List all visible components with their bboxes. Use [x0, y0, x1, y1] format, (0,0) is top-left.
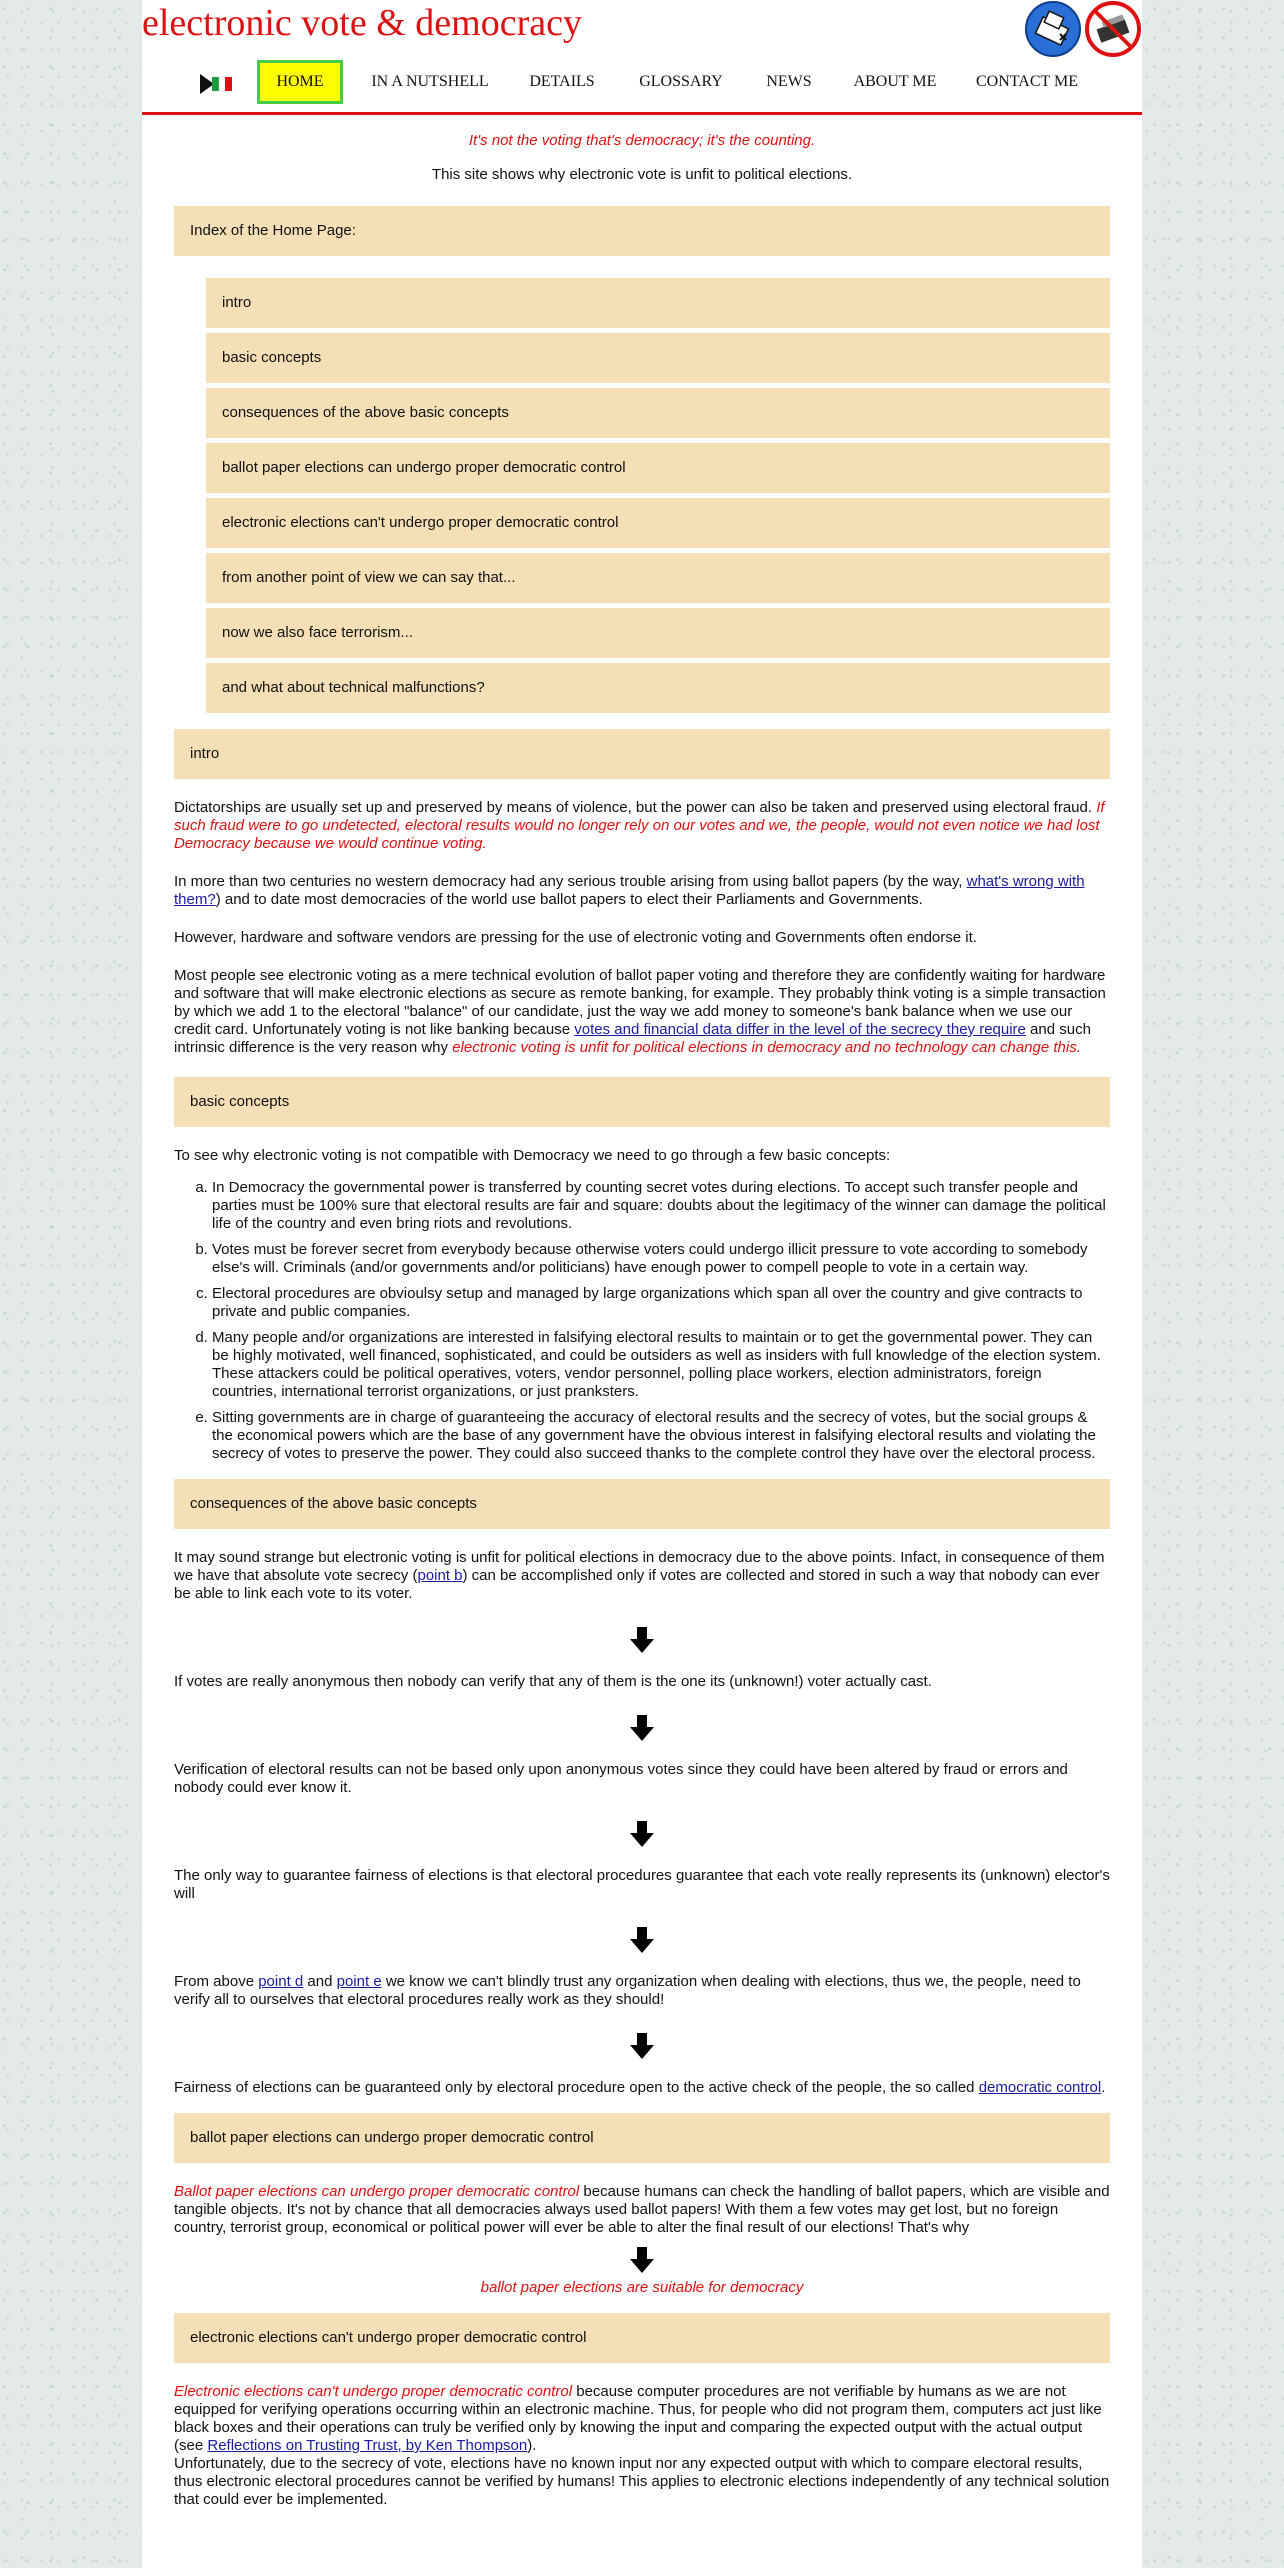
nav-contact-me[interactable]: CONTACT ME [976, 73, 1078, 90]
site-purpose: This site shows why electronic vote is unfit to political elections. [431, 166, 853, 183]
electronic-paragraph-1: Electronic elections can't undergo proper democratic control because computer procedures are not verifiable by humans as we are not equipped for verifying operations occurring within an electronic machine. Thus, for people who did not program them, computers act just like black boxes and their operations can truly be verified only by knowing the input and comparing the expected output with the actual output (see Reflections on Trusting Trust, by Ken Thompson). [174, 2383, 1102, 2454]
link-reflections-on-trusting-trust[interactable]: Reflections on Trusting Trust, by Ken Thompson [207, 2437, 528, 2454]
no-voting-machine-icon[interactable] [1084, 0, 1142, 58]
concept-c: c. Electoral procedures are obvioulsy setup and managed by large organizations which span all over the country and give contracts to private and public companies. [212, 1285, 1110, 1321]
consequence-step-2: If votes are really anonymous then nobody can verify that any of them is the one its (unknown!) voter actually cast. [174, 1673, 932, 1690]
index-item-another-point-of-view[interactable]: from another point of view we can say that... [206, 553, 1110, 603]
nav-in-a-nutshell[interactable]: IN A NUTSHELL [371, 73, 489, 90]
intro-paragraph-4: Most people see electronic voting as a mere technical evolution of ballot paper voting and therefore they are confidently waiting for hardware and software that will make electronic elections as secure as remote banking, for example. They probably think voting is a simple transaction by which we add 1 to the electoral "balance" of our candidate, just the way we add money to someone's bank balance when we use our credit card. Unfortunately voting is not like banking because votes and financial data differ in the level of the secrecy they require and such intrinsic difference is the very reason why electronic voting is unfit for political elections in democracy and no technology can change this. [174, 967, 1106, 1056]
link-point-e[interactable]: point e [336, 1973, 382, 1990]
nav-about-me[interactable]: ABOUT ME [853, 73, 937, 90]
index-list [206, 278, 1110, 713]
ballot-box-icon[interactable] [1024, 0, 1082, 58]
consequence-step-5: From above point d and point e we know we can't blindly trust any organization when dealing with elections, thus we, the people, need to verify all to ourselves that electoral procedures really work as they should! [174, 1973, 1081, 2008]
ballot-conclusion: ballot paper elections are suitable for democracy [480, 2279, 804, 2296]
page [142, 0, 1142, 2568]
intro-paragraph-3: However, hardware and software vendors are pressing for the use of electronic voting and Governments often endorse it. [174, 929, 977, 946]
index-item-ballot-paper[interactable]: ballot paper elections can undergo proper democratic control [206, 443, 1110, 493]
down-arrow-icon [174, 1627, 1110, 1653]
section-title-intro: intro [174, 729, 1110, 779]
link-point-d[interactable]: point d [258, 1973, 304, 1990]
nav-news[interactable]: NEWS [766, 73, 812, 90]
link-whats-wrong[interactable]: what's wrong with them? [174, 873, 1085, 908]
section-title-ballot-paper: ballot paper elections can undergo proper democratic control [174, 2113, 1110, 2163]
index-title: Index of the Home Page: [174, 206, 1110, 256]
section-title-electronic: electronic elections can't undergo proper democratic control [174, 2313, 1110, 2363]
consequence-step-6: Fairness of elections can be guaranteed only by electoral procedure open to the active check of the people, the so called democratic control. [174, 2079, 1106, 2096]
intro-paragraph-1: Dictatorships are usually set up and preserved by means of violence, but the power can also be taken and preserved using electoral fraud. If such fraud were to go undetected, electoral results would no longer rely on our votes and we, the people, would not even notice we had lost Democracy because we would continue voting. [174, 799, 1105, 852]
consequence-step-3: Verification of electoral results can not be based only upon anonymous votes since they could have been altered by fraud or errors and nobody could ever know it. [174, 1761, 1068, 1796]
index-item-basic-concepts[interactable]: basic concepts [206, 333, 1110, 383]
electronic-paragraph-2: Unfortunately, due to the secrecy of vote, elections have no known input nor any expected output with which to compare electoral results, thus electronic electoral procedures cannot be verified by humans! This applies to electronic elections independently of any technical solution that could ever be implemented. [174, 2455, 1110, 2508]
nav-home[interactable]: HOME [257, 60, 343, 104]
link-point-b[interactable]: point b [417, 1567, 463, 1584]
down-arrow-icon [174, 1821, 1110, 1847]
ballot-paragraph: Ballot paper elections can undergo proper democratic control because humans can check the handling of ballot papers, which are visible and tangible objects. It's not by chance that all democracies always used ballot papers! With them a few votes may get lost, but no foreign country, terrorist group, economical or political power will ever be able to alter the final result of our elections! That's why [174, 2183, 1110, 2236]
site-title: electronic vote & democracy [142, 2, 582, 44]
index-item-technical-malfunctions[interactable]: and what about technical malfunctions? [206, 663, 1110, 713]
nav-details[interactable]: DETAILS [529, 73, 595, 90]
down-arrow-icon [174, 1927, 1110, 1953]
link-democratic-control[interactable]: democratic control [978, 2079, 1102, 2096]
concept-a: a. In Democracy the governmental power is transferred by counting secret votes during elections. To accept such transfer people and parties must be 100% sure that electoral results are fair and square: doubts about the legitimacy of the winner can damage the political life of the country and even bring riots and revolutions. [212, 1179, 1110, 1233]
concept-e: e. Sitting governments are in charge of guaranteeing the accuracy of electoral results and the secrecy of votes, but the social groups & the economical powers which are the base of any government have the obvious interest in falsifying electoral results and violating the secrecy of votes to preserve the power. They could also succeed thanks to the complete control they have over the electoral process. [212, 1409, 1110, 1463]
link-votes-financial-data[interactable]: votes and financial data differ in the level of the secrecy they require [574, 1021, 1026, 1038]
italian-flag-icon[interactable] [200, 74, 234, 94]
main-nav [142, 58, 1142, 115]
basic-lead: To see why electronic voting is not compatible with Democracy we need to go through a few basic concepts: [174, 1147, 891, 1164]
nav-glossary[interactable]: GLOSSARY [639, 73, 723, 90]
index-item-consequences[interactable]: consequences of the above basic concepts [206, 388, 1110, 438]
section-title-consequences: consequences of the above basic concepts [174, 1479, 1110, 1529]
down-arrow-icon [174, 2247, 1110, 2273]
index-item-electronic-elections[interactable]: electronic elections can't undergo proper democratic control [206, 498, 1110, 548]
motto: It's not the voting that's democracy; it's the counting. [468, 132, 816, 149]
concept-b: b. Votes must be forever secret from everybody because otherwise voters could undergo illicit pressure to vote according to somebody else's will. Criminals (and/or governments and/or politicians) have enough power to compell people to vote in a certain way. [212, 1241, 1110, 1277]
consequence-step-4: The only way to guarantee fairness of elections is that electoral procedures guarantee that each vote really represents its (unknown) elector's will [174, 1867, 1110, 1902]
section-title-basic-concepts: basic concepts [174, 1077, 1110, 1127]
concept-d: d. Many people and/or organizations are interested in falsifying electoral results to maintain or to get the governmental power. They can be highly motivated, well financed, sophisticated, and could be outsiders as well as insiders with full knowledge of the election system. These attackers could be political operatives, voters, vendor personnel, polling place workers, election administrators, foreign countries, international terrorist organizations, or just pranksters. [212, 1329, 1110, 1401]
down-arrow-icon [174, 2033, 1110, 2059]
index-item-intro[interactable]: intro [206, 278, 1110, 328]
concepts-list [174, 1179, 1110, 1463]
index-item-terrorism[interactable]: now we also face terrorism... [206, 608, 1110, 658]
intro-paragraph-2: In more than two centuries no western democracy had any serious trouble arising from using ballot papers (by the way, what's wrong with them?) and to date most democracies of the world use ballot papers to elect their Parliaments and Governments. [174, 873, 1085, 908]
consequence-step-1: It may sound strange but electronic voting is unfit for political elections in democracy due to the above points. Infact, in consequence of them we have that absolute vote secrecy (point b) can be accomplished only if votes are collected and stored in such a way that nobody can ever be able to link each vote to its voter. [174, 1549, 1105, 1602]
down-arrow-icon [174, 1715, 1110, 1741]
main-content [174, 112, 1110, 2509]
